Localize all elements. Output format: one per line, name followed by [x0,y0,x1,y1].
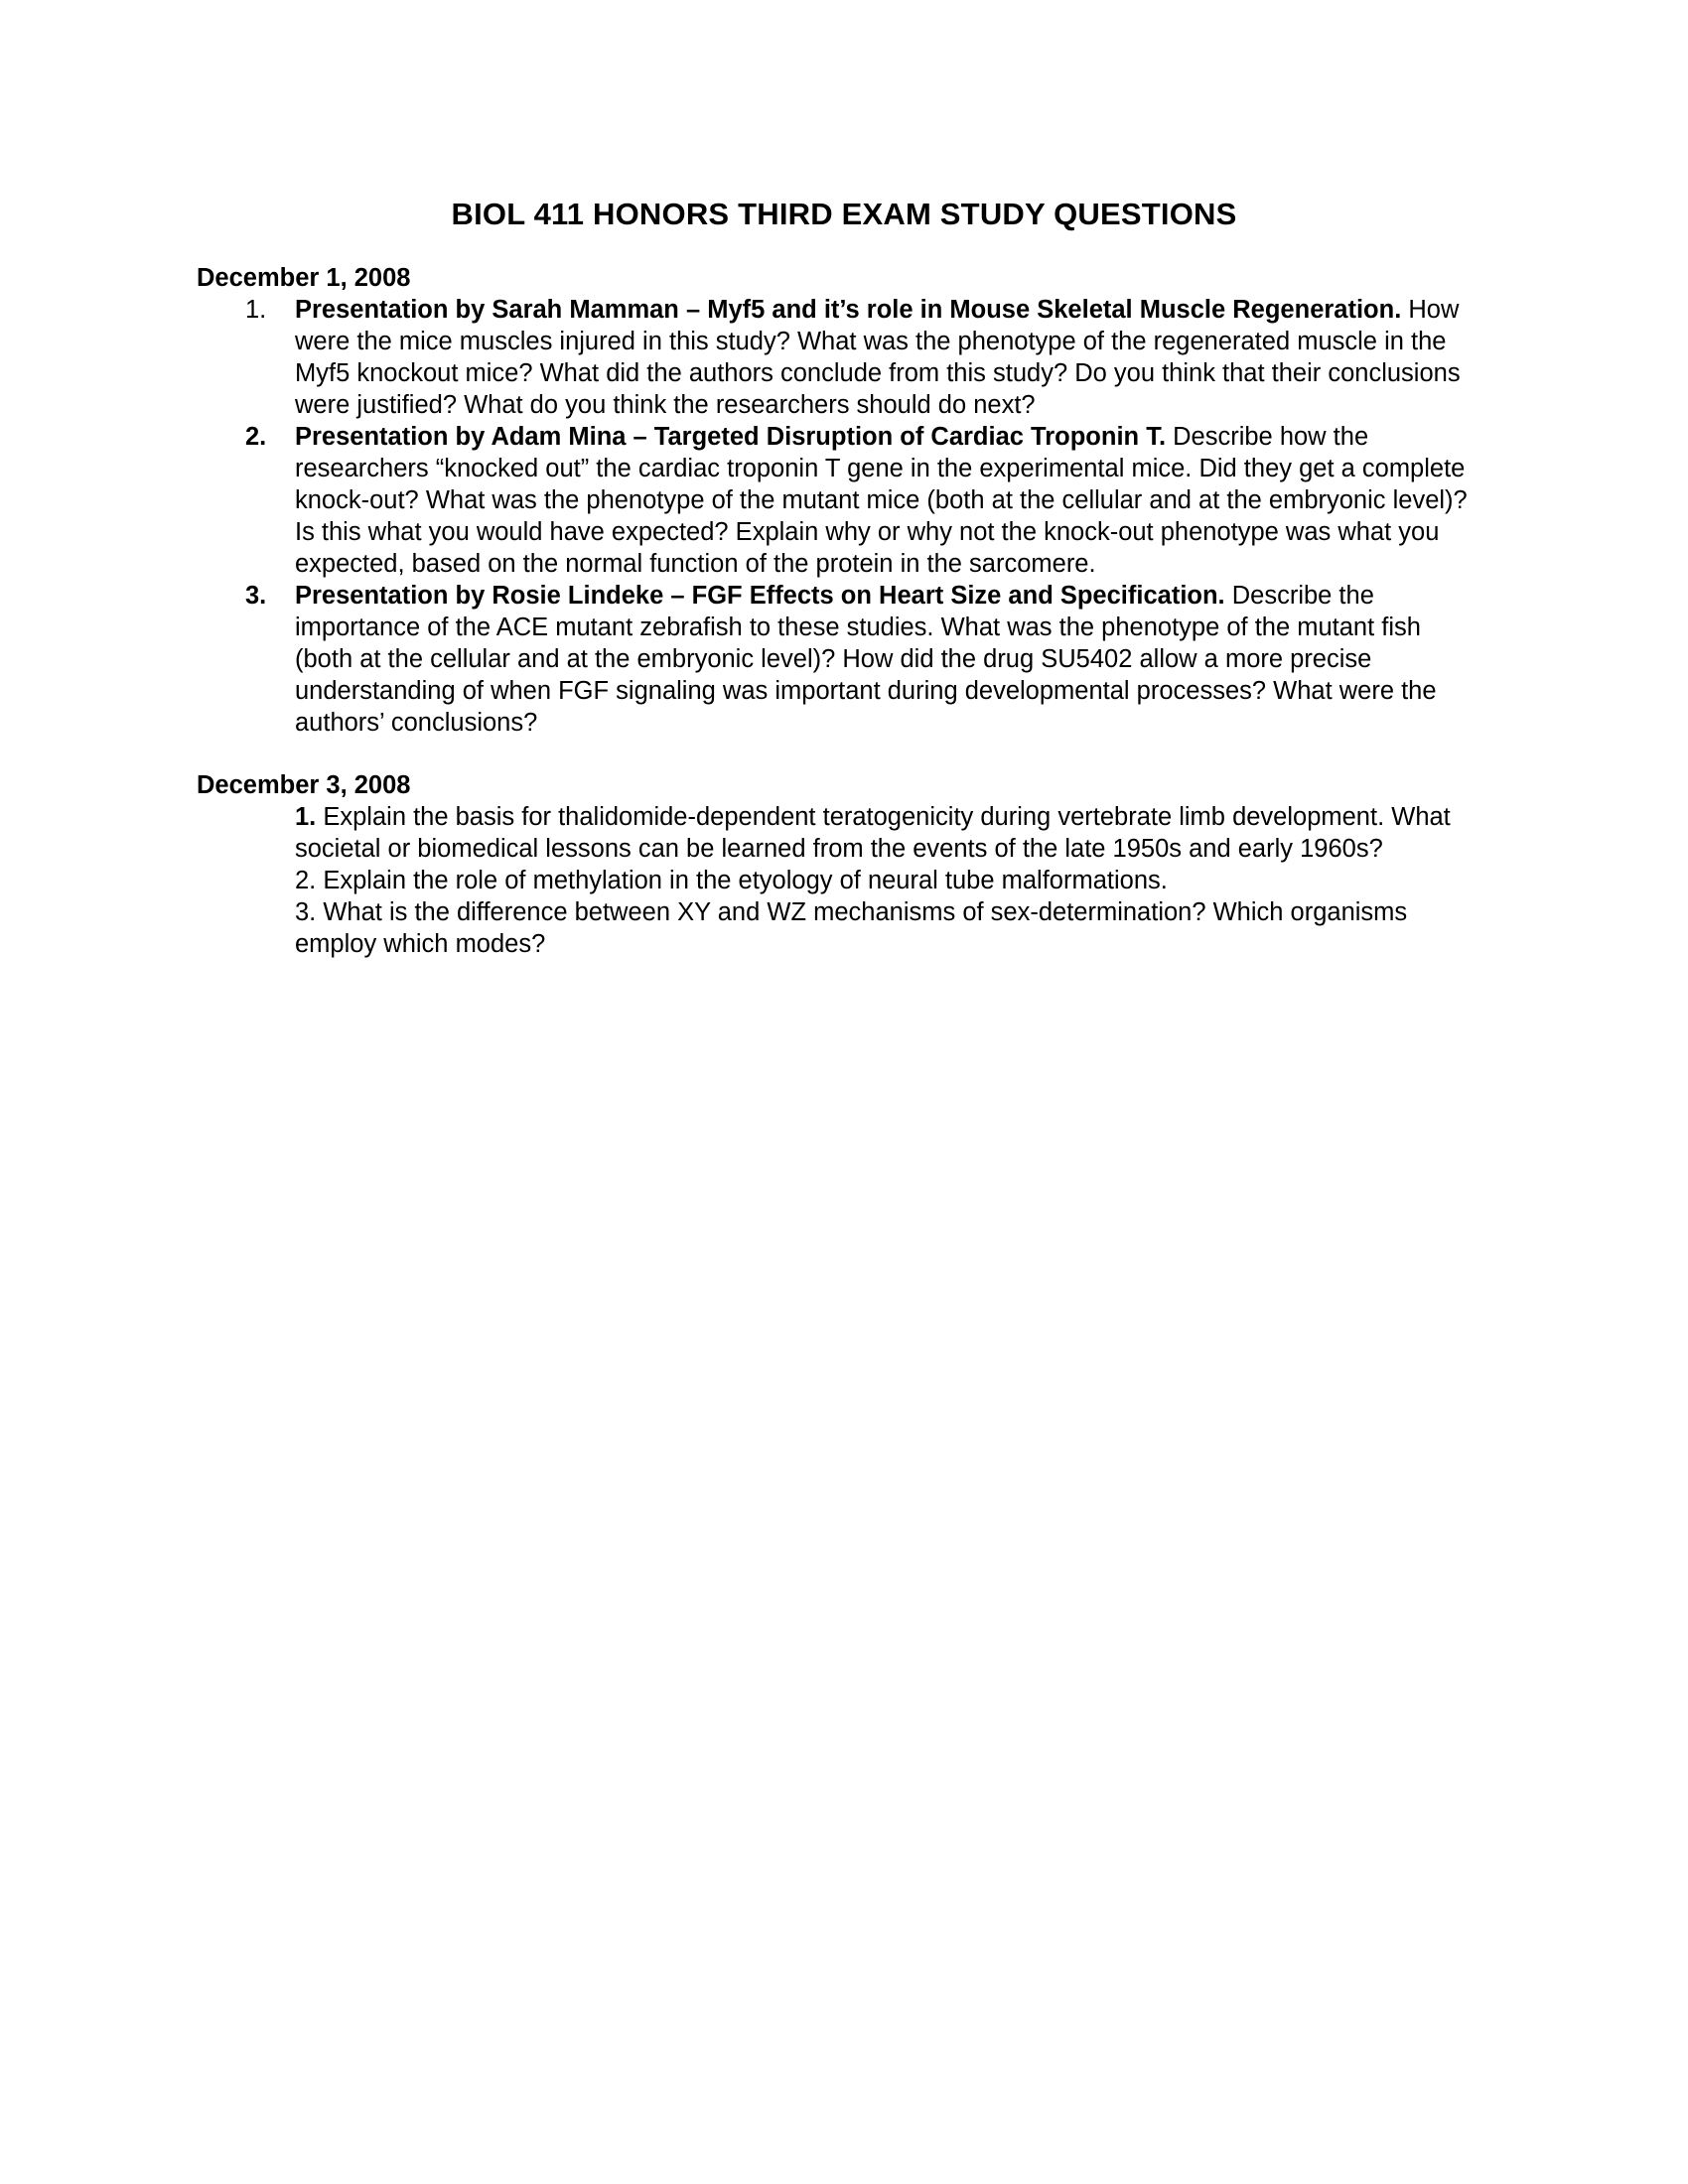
question-number: 3. [295,898,317,926]
section-date-dec-3: December 3, 2008 [197,771,411,799]
question-item-dec3-1 [295,801,1477,865]
question-number: 1. [245,296,267,324]
question-text: How were the mice muscles injured in this study? What was the phenotype of the regenerated muscle in the Myf5 knockout mice? What did the authors conclude from this study? Do you think that their conclusions were justified? What do you think the researchers should do next? [295,296,1461,419]
question-number: 2. [295,867,317,894]
question-item-dec3-2 [295,865,1477,896]
question-item-dec1-1 [245,294,1477,421]
question-text: Describe the importance of the ACE mutant zebrafish to these studies. What was the phenotype of the mutant fish (both at the cellular and at the embryonic level)? How did the drug SU5402 allow a more precise understanding of when FGF signaling was important during developmental processes? What were the authors’ conclusions? [295,582,1437,737]
question-text: Explain the basis for thalidomide-dependent teratogenicity during vertebrate limb development. What societal or biomedical lessons can be learned from the events of the late 1950s and early 1960s? [295,803,1451,863]
page-title: BIOL 411 HONORS THIRD EXAM STUDY QUESTIONS [451,197,1237,231]
question-number: 2. [245,423,267,451]
question-list-dec-3 [295,801,1477,960]
question-list-dec-1 [245,294,1477,739]
question-heading: Presentation by Rosie Lindeke – FGF Effects on Heart Size and Specification. [295,582,1225,610]
question-text: What is the difference between XY and WZ mechanisms of sex-determination? Which organisms employ which modes? [295,898,1408,958]
section-date-dec-1: December 1, 2008 [197,264,411,292]
question-number: 1. [295,803,317,831]
question-item-dec3-3 [295,896,1477,960]
question-item-dec1-3 [245,580,1477,739]
question-heading: Presentation by Sarah Mamman – Myf5 and it’s role in Mouse Skeletal Muscle Regeneration. [295,296,1402,324]
question-item-dec1-2 [245,421,1477,580]
question-heading: Presentation by Adam Mina – Targeted Disruption of Cardiac Troponin T. [295,423,1167,451]
question-number: 3. [245,582,267,610]
question-text: Explain the role of methylation in the etyology of neural tube malformations. [316,867,1168,894]
question-text: Describe how the researchers “knocked out” the cardiac troponin T gene in the experimental mice. Did they get a complete knock-out? What was the phenotype of the mutant mice (both at the cellular and at the embryonic level)? Is this what you would have expected? Explain why or why not the knock-out phenotype was what you expected, based on the normal function of the protein in the sarcomere. [295,423,1468,578]
